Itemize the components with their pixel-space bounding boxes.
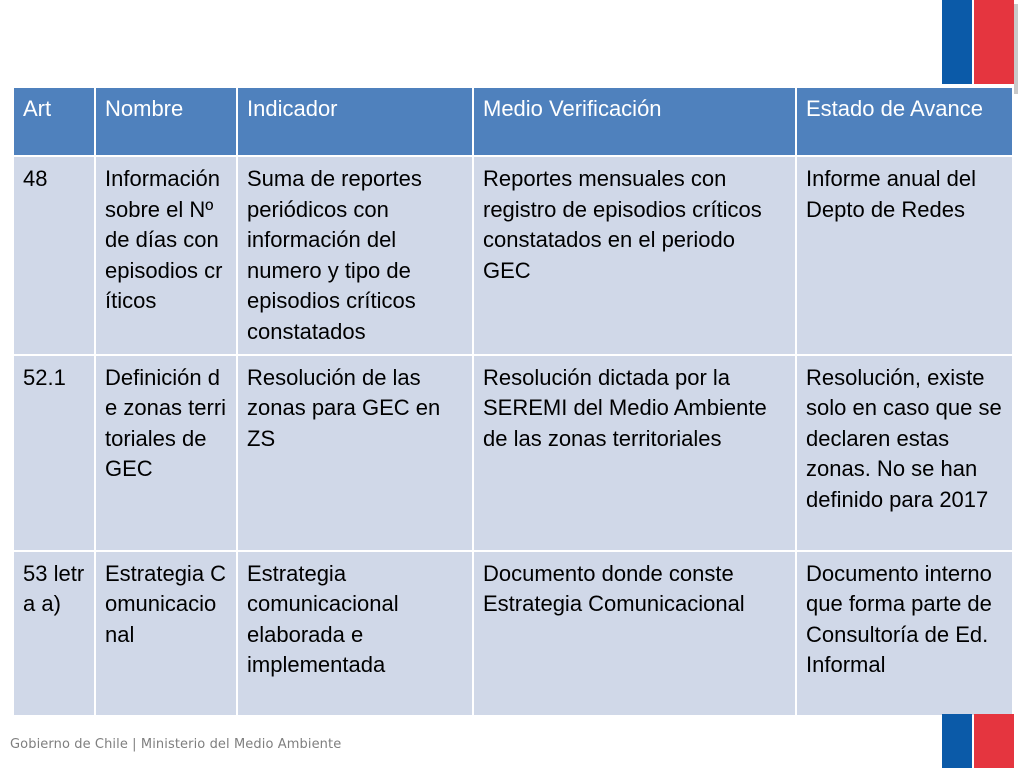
chile-flag-top-decoration [942, 0, 1014, 84]
flag-blue-stripe [942, 714, 972, 768]
cell-nombre: Información sobre el Nº de días con episodios críticos [95, 156, 237, 355]
cell-estado-avance: Resolución, existe solo en caso que se declaren estas zonas. No se han definido para 2017 [796, 355, 1013, 551]
flag-shadow [1014, 4, 1018, 94]
cell-estado-avance: Informe anual del Depto de Redes [796, 156, 1013, 355]
flag-red-stripe [974, 0, 1014, 84]
cell-nombre: Definición de zonas territoriales de GEC [95, 355, 237, 551]
table-header-row [13, 87, 1013, 156]
cell-nombre: Estrategia Comunicacional [95, 551, 237, 716]
cell-art: 52.1 [13, 355, 95, 551]
cell-indicador: Resolución de las zonas para GEC en ZS [237, 355, 473, 551]
header-estado-avance: Estado de Avance [796, 87, 1013, 156]
cell-indicador: Estrategia comunicacional elaborada e implementada [237, 551, 473, 716]
chile-flag-bottom-decoration [942, 714, 1014, 768]
header-nombre: Nombre [95, 87, 237, 156]
header-medio-verificacion: Medio Verificación [473, 87, 796, 156]
flag-red-stripe [974, 714, 1014, 768]
header-indicador: Indicador [237, 87, 473, 156]
indicators-table [12, 86, 1014, 717]
cell-medio-verificacion: Documento donde conste Estrategia Comunicacional [473, 551, 796, 716]
table-row [13, 355, 1013, 551]
cell-medio-verificacion: Reportes mensuales con registro de episodios críticos constatados en el periodo GEC [473, 156, 796, 355]
cell-medio-verificacion: Resolución dictada por la SEREMI del Medio Ambiente de las zonas territoriales [473, 355, 796, 551]
cell-estado-avance: Documento interno que forma parte de Consultoría de Ed. Informal [796, 551, 1013, 716]
cell-art: 53 letra a) [13, 551, 95, 716]
footer-text: Gobierno de Chile | Ministerio del Medio Ambiente [10, 737, 342, 752]
cell-indicador: Suma de reportes periódicos con información del numero y tipo de episodios críticos constatados [237, 156, 473, 355]
table-row [13, 551, 1013, 716]
cell-art: 48 [13, 156, 95, 355]
table-row [13, 156, 1013, 355]
header-art: Art [13, 87, 95, 156]
flag-blue-stripe [942, 0, 972, 84]
